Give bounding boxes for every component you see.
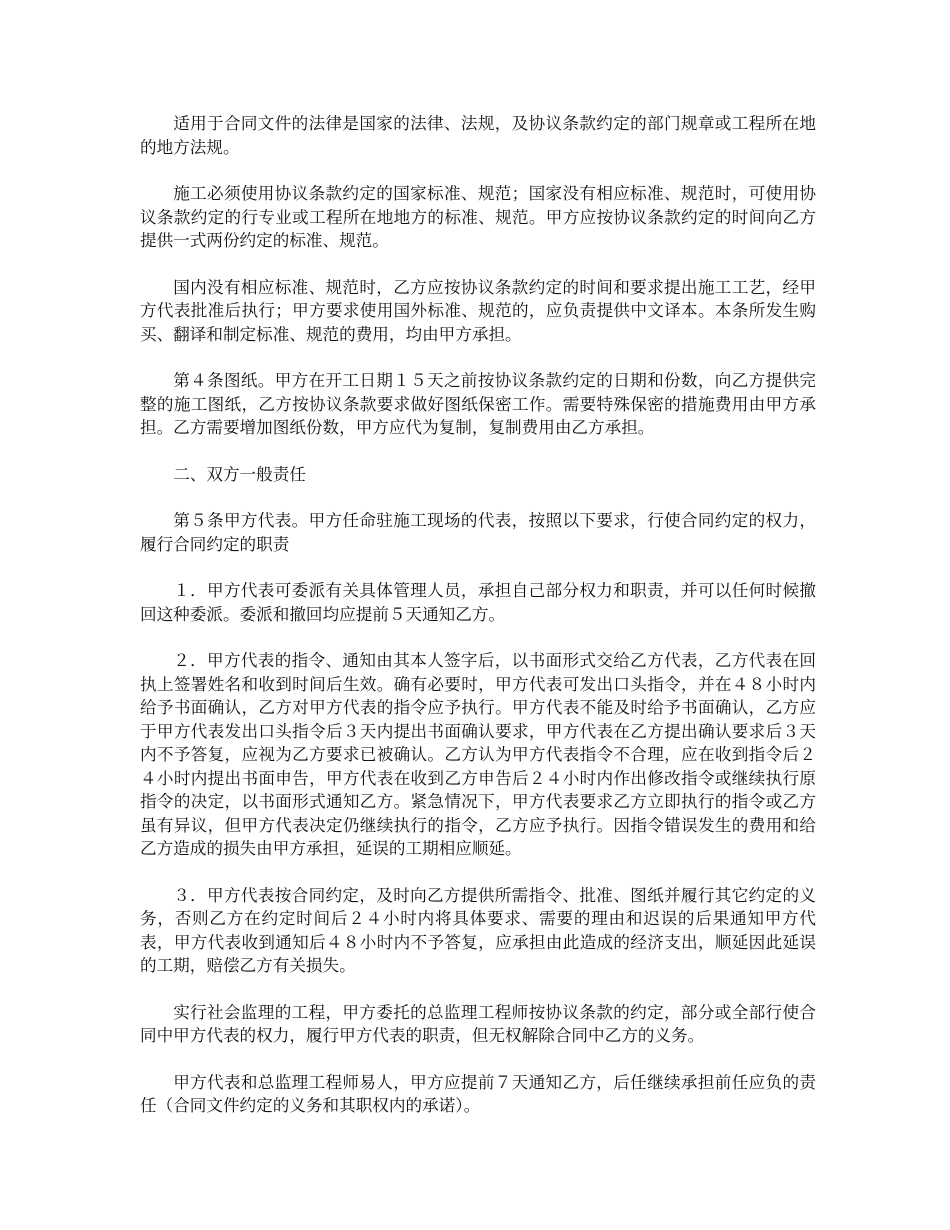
paragraph-standards: 施工必须使用协议条款约定的国家标准、规范；国家没有相应标准、规范时，可使用协议条款约定的行专业或工程所在地地方的标准、规范。甲方应按协议条款约定的时间向乙方提供一式两份约定的标准、规范。 [140,184,816,250]
paragraph-item-1: １．甲方代表可委派有关具体管理人员，承担自己部分权力和职责，并可以任何时候撤回这种委派。委派和撤回均应提前５天通知乙方。 [140,581,816,624]
section-heading-general-responsibilities: 二、双方一般责任 [173,464,306,484]
paragraph-article-4-drawings: 第４条图纸。甲方在开工日期１５天之前按协议条款约定的日期和份数，向乙方提供完整的施工图纸，乙方按协议条款要求做好图纸保密工作。需要特殊保密的措施费用由甲方承担。乙方需要增加图纸份数，甲方应代为复制，复制费用由乙方承担。 [140,371,816,437]
paragraph-representative-change: 甲方代表和总监理工程师易人，甲方应提前７天通知乙方，后任继续承担前任应负的责任（合同文件约定的义务和其职权内的承诺）。 [140,1072,816,1115]
paragraph-article-5-representative: 第５条甲方代表。甲方任命驻施工现场的代表，按照以下要求，行使合同约定的权力，履行合同约定的职责 [140,511,816,554]
paragraph-supervision: 实行社会监理的工程，甲方委托的总监理工程师按协议条款的约定，部分或全部行使合同中甲方代表的权力，履行甲方代表的职责，但无权解除合同中乙方的义务。 [140,1002,816,1045]
paragraph-applicable-law: 适用于合同文件的法律是国家的法律、法规，及协议条款约定的部门规章或工程所在地的地方法规。 [140,114,816,157]
paragraph-item-2: ２．甲方代表的指令、通知由其本人签字后，以书面形式交给乙方代表，乙方代表在回执上签署姓名和收到时间后生效。确有必要时，甲方代表可发出口头指令，并在４８小时内给予书面确认，乙方对甲方代表的指令应予执行。甲方代表不能及时给予书面确认，乙方应于甲方代表发出口头指令后３天内提出书面确认要求，甲方代表在乙方提出确认要求后３天内不予答复，应视为乙方要求已被确认。乙方认为甲方代表指令不合理，应在收到指令后２４小时内提出书面申告，甲方代表在收到乙方申告后２４小时内作出修改指令或继续执行原指令的决定，以书面形式通知乙方。紧急情况下，甲方代表要求乙方立即执行的指令或乙方虽有异议，但甲方代表决定仍继续执行的指令，乙方应予执行。因指令错误发生的费用和给乙方造成的损失由甲方承担，延误的工期相应顺延。 [140,651,816,858]
paragraph-foreign-standards: 国内没有相应标准、规范时，乙方应按协议条款约定的时间和要求提出施工工艺，经甲方代表批准后执行；甲方要求使用国外标准、规范的，应负责提供中文译本。本条所发生购买、翻译和制定标准、规范的费用，均由甲方承担。 [140,277,816,344]
document-page [140,112,816,1141]
paragraph-item-3: ３．甲方代表按合同约定，及时向乙方提供所需指令、批准、图纸并履行其它约定的义务，否则乙方在约定时间后２４小时内将具体要求、需要的理由和迟误的后果通知甲方代表，甲方代表收到通知后４８小时内不予答复，应承担由此造成的经济支出，顺延因此延误的工期，赔偿乙方有关损失。 [140,885,816,975]
